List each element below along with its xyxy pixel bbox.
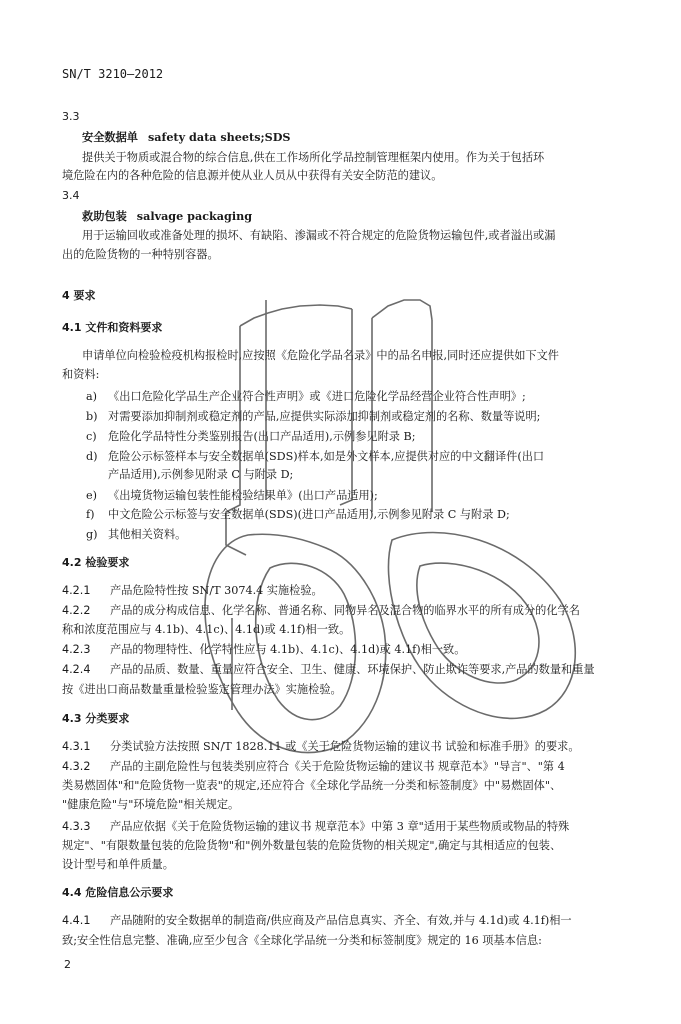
- clause-4-3-1: [62, 740, 662, 754]
- clause-text-continuation: 设计型号和单件质量。: [62, 858, 174, 871]
- clause-3-4-term: [82, 209, 681, 223]
- list-item-continuation: [86, 468, 681, 482]
- list-item-text: 危险化学品特性分类鉴别报告(出口产品适用),示例参见附录 B;: [108, 430, 416, 443]
- list-item: [86, 508, 681, 522]
- list-item-text: 其他相关资料。: [108, 528, 187, 541]
- list-item-text: 《出口危险化学品生产企业符合性声明》或《进口危险化学品经营企业符合性声明》;: [108, 390, 526, 403]
- list-item-label: a): [86, 390, 98, 403]
- clause-number: 4.2.1: [62, 584, 91, 597]
- clause-text-continuation: "健康危险"与"环境危险"相关规定。: [62, 798, 240, 811]
- clause-text: 产品危险特性按 SN/T 3074.4 实施检验。: [110, 584, 323, 597]
- clause-number: 4.3.2: [62, 760, 91, 773]
- clause-3-3-number: 3.3: [62, 110, 80, 123]
- chapter-4-title: 4 要求: [62, 289, 96, 302]
- list-item-label: c): [86, 430, 97, 443]
- clause-text-continuation: 称和浓度范围应与 4.1b)、4.1c)、4.1d)或 4.1f)相一致。: [62, 623, 351, 636]
- clause-3-3-definition-line: 提供关于物质或混合物的综合信息,供在工作场所化学品控制管理框架内使用。作为关于包括环: [82, 151, 545, 164]
- section-4-3-title: 4.3 分类要求: [62, 712, 130, 725]
- clause-text: 产品的主副危险性与包装类别应符合《关于危险货物运输的建议书 规章范本》"导言"、"第 4: [110, 760, 565, 773]
- clause-3-3-definition-line: 境危险在内的各种危险的信息源并使从业人员从中获得有关安全防范的建议。: [62, 169, 443, 182]
- clause-4-2-1: [62, 584, 662, 598]
- clause-text: 产品的物理特性、化学特性应与 4.1b)、4.1c)、4.1d)或 4.1f)相一致。: [110, 643, 466, 656]
- section-4-2-title: 4.2 检验要求: [62, 556, 130, 569]
- clause-text-continuation: 规定"、"有限数量包装的危险货物"和"例外数量包装的危险货物的相关规定",确定与其相适应的包装、: [62, 839, 562, 852]
- list-item-label: b): [86, 410, 98, 423]
- clause-4-2-4: [62, 663, 662, 677]
- clause-4-2-3: [62, 643, 662, 657]
- term-english: salvage packaging: [136, 209, 253, 223]
- list-item: [86, 450, 681, 464]
- clause-4-3-2: [62, 760, 662, 774]
- list-item-label: d): [86, 450, 98, 463]
- clause-number: 4.3.3: [62, 820, 91, 833]
- list-item: [86, 390, 681, 404]
- clause-text: 产品随附的安全数据单的制造商/供应商及产品信息真实、齐全、有效,并与 4.1d)或 4.1f)相一: [110, 914, 572, 927]
- term-english: safety data sheets;SDS: [147, 130, 291, 144]
- clause-text-continuation: 按《进出口商品数量重量检验鉴定管理办法》实施检验。: [62, 683, 342, 696]
- clause-3-4-number: 3.4: [62, 189, 80, 202]
- page-number: 2: [64, 958, 71, 971]
- clause-3-4-definition-line: 出的危险货物的一种特别容器。: [62, 248, 219, 261]
- clause-number: 4.2.2: [62, 604, 91, 617]
- clause-text: 产品应依据《关于危险货物运输的建议书 规章范本》中第 3 章"适用于某些物质或物品的特殊: [110, 820, 570, 833]
- list-item-text: 中文危险公示标签与安全数据单(SDS)(进口产品适用),示例参见附录 C 与附录 D;: [108, 508, 510, 521]
- standard-number-header: SN/T 3210—2012: [62, 67, 164, 81]
- section-4-4-title: 4.4 危险信息公示要求: [62, 886, 174, 899]
- clause-4-3-3: [62, 820, 662, 834]
- clause-text: 产品的品质、数量、重量应符合安全、卫生、健康、环境保护、防止欺诈等要求,产品的数量和重量: [110, 663, 595, 676]
- clause-3-3-term: [82, 130, 681, 144]
- clause-4-2-2: [62, 604, 662, 618]
- list-item: [86, 528, 681, 542]
- clause-text: 分类试验方法按照 SN/T 1828.11 或《关于危险货物运输的建议书 试验和标准手册》的要求。: [110, 740, 580, 753]
- clause-text: 产品的成分构成信息、化学名称、普通名称、同物异名及混合物的临界水平的所有成分的化学名: [110, 604, 580, 617]
- section-4-1-title: 4.1 文件和资料要求: [62, 321, 163, 334]
- list-item-text: 《出境货物运输包装性能检验结果单》(出口产品适用);: [108, 489, 378, 502]
- section-4-1-intro-line: 申请单位向检验检疫机构报检时,应按照《危险化学品名录》中的品名申报,同时还应提供如下文件: [82, 349, 559, 362]
- clause-text-continuation: 类易燃固体"和"危险货物一览表"的规定,还应符合《全球化学品统一分类和标签制度》中"易燃固体"、: [62, 779, 562, 792]
- list-item-text: 危险公示标签样本与安全数据单(SDS)样本,如是外文样本,应提供对应的中文翻译件(出口: [108, 450, 545, 463]
- list-item-text: 产品适用),示例参见附录 C 与附录 D;: [108, 468, 294, 481]
- list-item: [86, 489, 681, 503]
- clause-number: 4.2.3: [62, 643, 91, 656]
- term-chinese: 救助包装: [82, 209, 127, 223]
- term-chinese: 安全数据单: [82, 130, 138, 144]
- clause-text-continuation: 致;安全性信息完整、准确,应至少包含《全球化学品统一分类和标签制度》规定的 16 项基本信息:: [62, 934, 542, 947]
- list-item: [86, 410, 681, 424]
- clause-number: 4.2.4: [62, 663, 91, 676]
- section-4-1-intro-line: 和资料:: [62, 368, 100, 381]
- clause-number: 4.4.1: [62, 914, 91, 927]
- clause-4-4-1: [62, 914, 662, 928]
- list-item-text: 对需要添加抑制剂或稳定剂的产品,应提供实际添加抑制剂或稳定剂的名称、数量等说明;: [108, 410, 541, 423]
- list-item-label: f): [86, 508, 95, 521]
- list-item: [86, 430, 681, 444]
- clause-number: 4.3.1: [62, 740, 91, 753]
- list-item-label: g): [86, 528, 98, 541]
- clause-3-4-definition-line: 用于运输回收或准备处理的损坏、有缺陷、渗漏或不符合规定的危险货物运输包件,或者溢出或漏: [82, 229, 556, 242]
- list-item-label: e): [86, 489, 97, 502]
